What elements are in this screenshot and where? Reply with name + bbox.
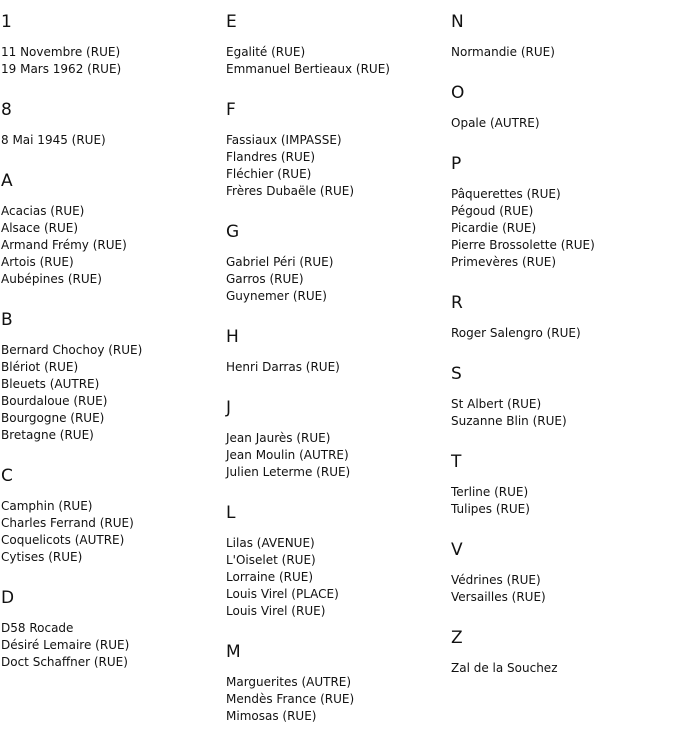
section-letter-heading: D: [1, 588, 15, 608]
street-link[interactable]: Lilas (AVENUE): [226, 536, 315, 550]
street-link[interactable]: Marguerites (AUTRE): [226, 675, 352, 689]
street-link[interactable]: Védrines (RUE): [451, 573, 541, 587]
section-letter-heading: S: [451, 364, 462, 384]
street-index-column-3: [451, 12, 671, 677]
street-list: [226, 132, 446, 200]
letter-section: [226, 12, 446, 78]
street-link[interactable]: Opale (AUTRE): [451, 116, 540, 130]
street-link[interactable]: Charles Ferrand (RUE): [1, 516, 134, 530]
letter-section: [451, 154, 671, 271]
street-link[interactable]: Suzanne Blin (RUE): [451, 414, 567, 428]
letter-section: [1, 466, 221, 566]
street-link[interactable]: Armand Frémy (RUE): [1, 238, 127, 252]
section-letter-heading: C: [1, 466, 13, 486]
street-link[interactable]: Pierre Brossolette (RUE): [451, 238, 595, 252]
street-list: [451, 186, 671, 271]
letter-section: [1, 588, 221, 671]
street-link[interactable]: Frères Dubaële (RUE): [226, 184, 354, 198]
letter-section: [226, 327, 446, 376]
street-link[interactable]: Bretagne (RUE): [1, 428, 94, 442]
letter-section: [226, 503, 446, 620]
street-list: [1, 498, 221, 566]
street-link[interactable]: Normandie (RUE): [451, 45, 555, 59]
street-list: [451, 572, 671, 606]
street-link[interactable]: D58 Rocade: [1, 621, 74, 635]
street-link[interactable]: Coquelicots (AUTRE): [1, 533, 125, 547]
street-link[interactable]: Flandres (RUE): [226, 150, 315, 164]
street-link[interactable]: Acacias (RUE): [1, 204, 85, 218]
street-link[interactable]: Fassiaux (IMPASSE): [226, 133, 342, 147]
street-index-column-1: [1, 12, 221, 671]
street-link[interactable]: Alsace (RUE): [1, 221, 79, 235]
street-list: [226, 674, 446, 725]
street-link[interactable]: Artois (RUE): [1, 255, 74, 269]
street-link[interactable]: Lorraine (RUE): [226, 570, 314, 584]
street-list: [451, 396, 671, 430]
street-list: [451, 325, 671, 342]
section-letter-heading: F: [226, 100, 236, 120]
section-letter-heading: P: [451, 154, 462, 174]
street-list: [226, 535, 446, 620]
street-link[interactable]: Bourgogne (RUE): [1, 411, 105, 425]
street-link[interactable]: Roger Salengro (RUE): [451, 326, 581, 340]
letter-section: [451, 83, 671, 132]
section-letter-heading: O: [451, 83, 465, 103]
letter-section: [1, 171, 221, 288]
section-letter-heading: M: [226, 642, 241, 662]
street-link[interactable]: Tulipes (RUE): [451, 502, 530, 516]
street-link[interactable]: Bleuets (AUTRE): [1, 377, 100, 391]
street-list: [1, 132, 221, 149]
street-link[interactable]: Blériot (RUE): [1, 360, 79, 374]
street-link[interactable]: L'Oiselet (RUE): [226, 553, 316, 567]
street-list: [451, 660, 671, 677]
street-list: [226, 359, 446, 376]
letter-section: [451, 452, 671, 518]
section-letter-heading: B: [1, 310, 13, 330]
section-letter-heading: R: [451, 293, 463, 313]
street-link[interactable]: Jean Jaurès (RUE): [226, 431, 331, 445]
letter-section: [226, 222, 446, 305]
street-link[interactable]: Guynemer (RUE): [226, 289, 327, 303]
letter-section: [1, 100, 221, 149]
letter-section: [226, 642, 446, 725]
letter-section: [1, 310, 221, 444]
street-list: [1, 203, 221, 288]
letter-section: [451, 12, 671, 61]
letter-section: [451, 540, 671, 606]
street-link[interactable]: 11 Novembre (RUE): [1, 45, 121, 59]
section-letter-heading: H: [226, 327, 239, 347]
street-link[interactable]: Mendès France (RUE): [226, 692, 355, 706]
section-letter-heading: J: [226, 398, 232, 418]
letter-section: [451, 364, 671, 430]
street-link[interactable]: Désiré Lemaire (RUE): [1, 638, 130, 652]
letter-section: [451, 293, 671, 342]
street-list: [226, 254, 446, 305]
street-link[interactable]: Fléchier (RUE): [226, 167, 312, 181]
letter-section: [451, 628, 671, 677]
street-list: [226, 44, 446, 78]
street-link[interactable]: Versailles (RUE): [451, 590, 546, 604]
section-letter-heading: 1: [1, 12, 12, 32]
street-link[interactable]: Aubépines (RUE): [1, 272, 102, 286]
street-list: [226, 430, 446, 481]
street-list: [451, 484, 671, 518]
letter-section: [226, 100, 446, 200]
letter-section: [1, 12, 221, 78]
street-link[interactable]: St Albert (RUE): [451, 397, 542, 411]
street-link[interactable]: Julien Leterme (RUE): [226, 465, 351, 479]
street-link[interactable]: Bernard Chochoy (RUE): [1, 343, 143, 357]
street-link[interactable]: Pâquerettes (RUE): [451, 187, 561, 201]
street-link[interactable]: Zal de la Souchez: [451, 661, 558, 675]
street-link[interactable]: Louis Virel (PLACE): [226, 587, 339, 601]
street-link[interactable]: Doct Schaffner (RUE): [1, 655, 128, 669]
street-link[interactable]: Camphin (RUE): [1, 499, 93, 513]
street-link[interactable]: Louis Virel (RUE): [226, 604, 326, 618]
section-letter-heading: T: [451, 452, 462, 472]
street-link[interactable]: Cytises (RUE): [1, 550, 83, 564]
street-link[interactable]: Gabriel Péri (RUE): [226, 255, 334, 269]
street-list: [451, 44, 671, 61]
section-letter-heading: V: [451, 540, 463, 560]
street-link[interactable]: Egalité (RUE): [226, 45, 306, 59]
section-letter-heading: N: [451, 12, 464, 32]
section-letter-heading: 8: [1, 100, 12, 120]
street-link[interactable]: Emmanuel Bertieaux (RUE): [226, 62, 390, 76]
street-link[interactable]: 19 Mars 1962 (RUE): [1, 62, 122, 76]
street-list: [1, 620, 221, 671]
street-list: [451, 115, 671, 132]
street-link[interactable]: Jean Moulin (AUTRE): [226, 448, 349, 462]
section-letter-heading: A: [1, 171, 13, 191]
letter-section: [226, 398, 446, 481]
street-list: [1, 342, 221, 444]
street-link[interactable]: Henri Darras (RUE): [226, 360, 340, 374]
street-link[interactable]: 8 Mai 1945 (RUE): [1, 133, 106, 147]
street-link[interactable]: Bourdaloue (RUE): [1, 394, 108, 408]
street-list: [1, 44, 221, 78]
street-index-column-2: [226, 12, 446, 725]
street-link[interactable]: Picardie (RUE): [451, 221, 537, 235]
section-letter-heading: G: [226, 222, 240, 242]
section-letter-heading: E: [226, 12, 237, 32]
street-link[interactable]: Mimosas (RUE): [226, 709, 317, 723]
street-link[interactable]: Primevères (RUE): [451, 255, 557, 269]
section-letter-heading: Z: [451, 628, 463, 648]
street-link[interactable]: Pégoud (RUE): [451, 204, 534, 218]
street-link[interactable]: Garros (RUE): [226, 272, 304, 286]
section-letter-heading: L: [226, 503, 236, 523]
street-link[interactable]: Terline (RUE): [451, 485, 529, 499]
